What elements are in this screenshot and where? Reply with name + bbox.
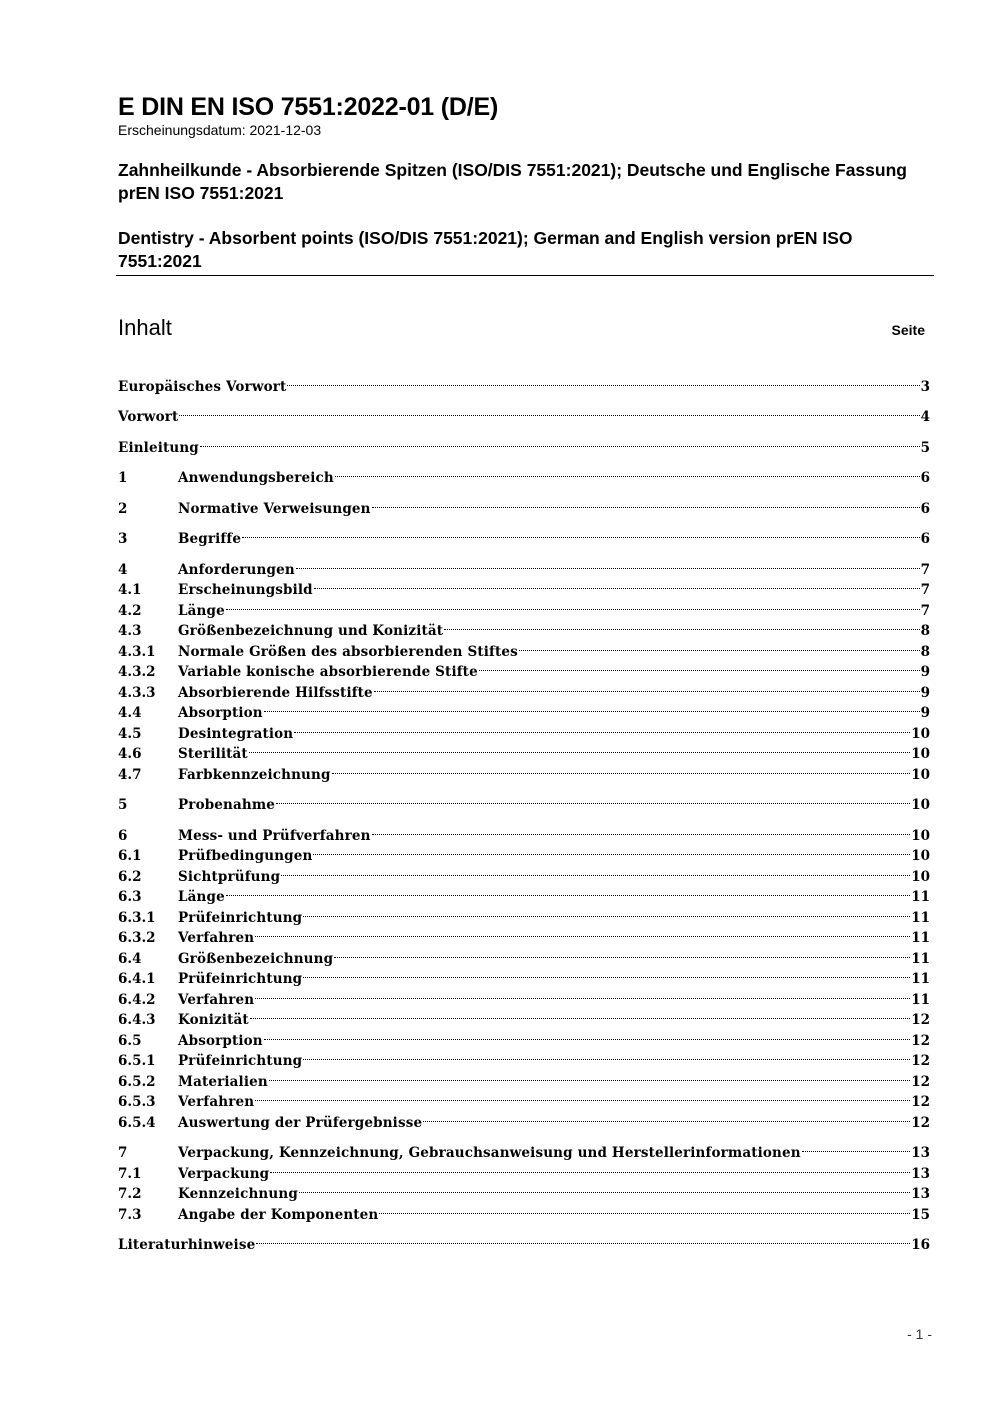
toc-entry-label: Verfahren (178, 930, 255, 946)
toc-entry[interactable] (118, 1137, 930, 1161)
toc-entry-label: Konizität (178, 1012, 249, 1028)
toc-entry[interactable] (118, 758, 930, 783)
toc-entry[interactable] (118, 1045, 930, 1069)
page-number: - 1 - (907, 1326, 932, 1342)
toc-entry-label: Prüfeinrichtung (178, 971, 303, 987)
toc-entry-page: 13 (911, 1186, 930, 1202)
toc-entry-label: Auswertung der Prüfergebnisse (178, 1114, 423, 1131)
toc-entry-page: 11 (911, 889, 930, 905)
toc-entry[interactable] (118, 738, 930, 762)
toc-entry-page: 7 (920, 602, 930, 619)
toc-entry-number: 4.3.1 (118, 643, 156, 660)
toc-dot-leader (294, 717, 910, 738)
toc-dot-leader (270, 1157, 910, 1178)
toc-entry-label: Kennzeichnung (178, 1186, 298, 1202)
toc-entry-label: Sterilität (178, 746, 248, 762)
toc-entry-page: 7 (920, 561, 930, 578)
toc-entry-number: 2 (118, 500, 128, 517)
toc-entry-label: Angabe der Komponenten (178, 1206, 379, 1223)
table-of-contents (118, 370, 930, 1253)
publication-date: Erscheinungsdatum: 2021-12-03 (118, 122, 322, 138)
toc-entry-number: 6.5 (118, 1032, 142, 1049)
toc-entry-number: 7 (118, 1145, 128, 1161)
title-german: Zahnheilkunde - Absorbierende Spitzen (ISO/DIS 7551:2021); Deutsche und Englische Fassung prEN ISO 7551:2021 (118, 160, 907, 203)
toc-dot-leader (313, 840, 910, 861)
toc-entry-page: 12 (911, 1053, 930, 1069)
toc-entry-page: 11 (911, 991, 930, 1008)
toc-entry-number: 6.1 (118, 848, 142, 864)
toc-dot-leader (264, 697, 920, 718)
toc-entry-page: 13 (911, 1165, 930, 1182)
toc-entry[interactable] (118, 819, 930, 844)
toc-dot-leader (299, 1178, 910, 1199)
toc-entry[interactable] (118, 492, 930, 517)
toc-entry-label: Sichtprüfung (178, 868, 281, 885)
toc-entry-page: 10 (911, 868, 930, 885)
toc-dot-leader (242, 523, 920, 544)
toc-entry-label: Materialien (178, 1073, 268, 1090)
toc-dot-leader (179, 401, 919, 422)
toc-entry-page: 11 (911, 909, 930, 926)
toc-entry[interactable] (118, 574, 930, 598)
toc-entry[interactable] (118, 983, 930, 1008)
toc-dot-leader (372, 819, 911, 840)
toc-entry-label: Länge (178, 602, 225, 619)
toc-entry-number: 6.4.2 (118, 991, 156, 1008)
toc-dot-leader (379, 1198, 910, 1219)
toc-entry-page: 10 (911, 797, 930, 813)
toc-entry[interactable] (118, 676, 930, 701)
toc-entry-page: 5 (920, 439, 930, 456)
toc-entry-number: 4.7 (118, 766, 142, 783)
document-header (118, 92, 933, 273)
header-divider (116, 275, 934, 276)
toc-entry[interactable] (118, 942, 930, 967)
toc-entry[interactable] (118, 1086, 930, 1110)
toc-entry-page: 11 (911, 950, 930, 967)
toc-entry-label: Verpackung, Kennzeichnung, Gebrauchsanweisung und Herstellerinformationen (178, 1145, 801, 1161)
document-id: E DIN EN ISO 7551:2022-01 (D/E) (118, 93, 499, 121)
toc-entry-page: 6 (920, 470, 930, 486)
toc-dot-leader (255, 1086, 910, 1107)
toc-entry-page: 8 (920, 643, 930, 660)
toc-entry-label: Größenbezeichnung und Konizität (178, 623, 444, 639)
toc-heading: Inhalt (118, 315, 172, 340)
toc-entry-label: Einleitung (118, 439, 199, 456)
toc-entry-number: 4.6 (118, 746, 142, 762)
toc-entry[interactable] (118, 1178, 930, 1202)
toc-dot-leader (264, 1024, 910, 1045)
toc-entry-number: 4.4 (118, 705, 142, 721)
toc-entry[interactable] (118, 1229, 930, 1253)
toc-dot-leader (372, 492, 920, 513)
toc-entry-page: 3 (920, 378, 930, 395)
toc-dot-leader (332, 758, 911, 779)
toc-entry[interactable] (118, 860, 930, 885)
toc-entry[interactable] (118, 1065, 930, 1090)
toc-entry-number: 6.3.1 (118, 909, 156, 926)
toc-entry[interactable] (118, 697, 930, 721)
toc-entry-page: 12 (911, 1032, 930, 1049)
toc-dot-leader (479, 656, 920, 677)
toc-entry-number: 6.4 (118, 950, 142, 967)
toc-entry-page: 12 (911, 1114, 930, 1131)
toc-dot-leader (287, 370, 919, 391)
toc-entry-label: Prüfeinrichtung (178, 909, 303, 926)
toc-entry-label: Länge (178, 889, 225, 905)
toc-entry[interactable] (118, 553, 930, 578)
toc-entry-label: Verfahren (178, 991, 255, 1008)
toc-entry-number: 6.5.4 (118, 1114, 156, 1131)
toc-dot-leader (374, 676, 920, 697)
toc-dot-leader (303, 1045, 910, 1066)
toc-entry-label: Absorbierende Hilfsstifte (178, 684, 373, 701)
toc-entry-label: Absorption (178, 705, 263, 721)
toc-entry-page: 4 (920, 409, 930, 425)
toc-entry-page: 13 (911, 1145, 930, 1161)
toc-dot-leader (281, 860, 910, 881)
toc-entry-page: 10 (911, 848, 930, 864)
toc-entry-page: 16 (911, 1237, 930, 1253)
toc-entry[interactable] (118, 789, 930, 813)
toc-entry-page: 8 (920, 623, 930, 639)
toc-entry-label: Vorwort (118, 409, 179, 425)
toc-entry[interactable] (118, 523, 930, 547)
toc-dot-leader (303, 901, 910, 922)
toc-page-column-label: Seite (891, 322, 925, 338)
toc-entry-page: 6 (920, 500, 930, 517)
toc-entry[interactable] (118, 1157, 930, 1182)
toc-entry-number: 4.3 (118, 623, 142, 639)
toc-dot-leader (423, 1106, 910, 1127)
toc-entry-number: 7.3 (118, 1206, 142, 1223)
toc-entry-number: 4.2 (118, 602, 142, 619)
toc-entry-page: 10 (911, 725, 930, 742)
toc-entry[interactable] (118, 401, 930, 425)
toc-dot-leader (226, 881, 910, 902)
toc-entry-page: 6 (920, 531, 930, 547)
toc-entry-label: Anwendungsbereich (178, 470, 334, 486)
toc-entry-page: 12 (911, 1012, 930, 1028)
toc-entry[interactable] (118, 922, 930, 946)
toc-dot-leader (296, 553, 920, 574)
toc-entry-label: Normale Größen des absorbierenden Stiftes (178, 643, 518, 660)
toc-entry-number: 6 (118, 827, 128, 844)
toc-entry-label: Variable konische absorbierende Stifte (178, 664, 478, 680)
toc-entry-page: 10 (911, 827, 930, 844)
toc-dot-leader (255, 922, 910, 943)
toc-dot-leader (303, 963, 910, 984)
toc-dot-leader (334, 942, 910, 963)
toc-entry[interactable] (118, 901, 930, 926)
toc-dot-leader (335, 462, 920, 483)
toc-entry-page: 9 (920, 664, 930, 680)
toc-dot-leader (314, 574, 920, 595)
toc-entry-number: 6.4.3 (118, 1012, 156, 1028)
toc-entry-number: 6.5.1 (118, 1053, 156, 1069)
toc-entry-label: Größenbezeichnung (178, 950, 334, 967)
toc-entry-page: 15 (911, 1206, 930, 1223)
toc-entry-number: 1 (118, 470, 128, 486)
toc-dot-leader (249, 738, 910, 759)
toc-entry-number: 7.2 (118, 1186, 142, 1202)
toc-entry-page: 10 (911, 746, 930, 762)
toc-entry-page: 12 (911, 1073, 930, 1090)
toc-entry-label: Erscheinungsbild (178, 582, 313, 598)
toc-dot-leader (444, 615, 919, 636)
toc-entry[interactable] (118, 370, 930, 395)
toc-entry-label: Desintegration (178, 725, 294, 742)
toc-dot-leader (226, 594, 920, 615)
toc-dot-leader (256, 1229, 910, 1250)
toc-entry[interactable] (118, 963, 930, 987)
toc-entry-number: 5 (118, 797, 128, 813)
toc-entry-number: 7.1 (118, 1165, 142, 1182)
toc-entry-label: Verfahren (178, 1094, 255, 1110)
toc-entry[interactable] (118, 656, 930, 680)
toc-dot-leader (802, 1137, 910, 1158)
toc-entry-label: Verpackung (178, 1165, 270, 1182)
toc-entry-number: 6.4.1 (118, 971, 156, 987)
toc-entry-number: 4.5 (118, 725, 142, 742)
toc-entry[interactable] (118, 431, 930, 456)
toc-entry-number: 6.3 (118, 889, 142, 905)
toc-entry[interactable] (118, 1198, 930, 1223)
toc-entry-label: Anforderungen (178, 561, 295, 578)
toc-entry-label: Farbkennzeichnung (178, 766, 331, 783)
toc-entry[interactable] (118, 1024, 930, 1049)
toc-entry[interactable] (118, 840, 930, 864)
toc-entry-label: Begriffe (178, 531, 242, 547)
toc-entry-label: Probenahme (178, 797, 276, 813)
toc-entry-label: Absorption (178, 1032, 263, 1049)
toc-entry-page: 9 (920, 684, 930, 701)
toc-dot-leader (250, 1004, 910, 1025)
toc-entry[interactable] (118, 881, 930, 905)
toc-entry-number: 4.3.2 (118, 664, 156, 680)
toc-entry-number: 4.1 (118, 582, 142, 598)
toc-dot-leader (255, 983, 910, 1004)
toc-entry-label: Europäisches Vorwort (118, 378, 287, 395)
toc-dot-leader (519, 635, 920, 656)
toc-entry[interactable] (118, 615, 930, 639)
toc-entry[interactable] (118, 1004, 930, 1028)
title-english: Dentistry - Absorbent points (ISO/DIS 7551:2021); German and English version prEN ISO 7551:2021 (118, 228, 853, 271)
toc-entry-number: 6.2 (118, 868, 142, 885)
toc-entry-number: 6.3.2 (118, 930, 156, 946)
toc-entry-number: 6.5.2 (118, 1073, 156, 1090)
toc-entry[interactable] (118, 594, 930, 619)
toc-dot-leader (269, 1065, 910, 1086)
toc-entry[interactable] (118, 462, 930, 486)
toc-entry-label: Normative Verweisungen (178, 500, 371, 517)
toc-entry-label: Mess- und Prüfverfahren (178, 827, 371, 844)
toc-entry[interactable] (118, 1106, 930, 1131)
toc-entry-page: 12 (911, 1094, 930, 1110)
toc-entry-number: 4.3.3 (118, 684, 156, 701)
toc-entry-label: Literaturhinweise (118, 1237, 256, 1253)
toc-dot-leader (276, 789, 910, 810)
toc-entry-number: 6.5.3 (118, 1094, 156, 1110)
toc-dot-leader (200, 431, 920, 452)
toc-entry[interactable] (118, 635, 930, 660)
toc-entry-page: 9 (920, 705, 930, 721)
toc-entry-page: 10 (911, 766, 930, 783)
toc-entry-label: Prüfbedingungen (178, 848, 313, 864)
toc-entry-label: Prüfeinrichtung (178, 1053, 303, 1069)
toc-entry-page: 7 (920, 582, 930, 598)
toc-entry-number: 4 (118, 561, 128, 578)
toc-entry[interactable] (118, 717, 930, 742)
toc-entry-number: 3 (118, 531, 128, 547)
toc-entry-page: 11 (911, 930, 930, 946)
toc-entry-page: 11 (911, 971, 930, 987)
